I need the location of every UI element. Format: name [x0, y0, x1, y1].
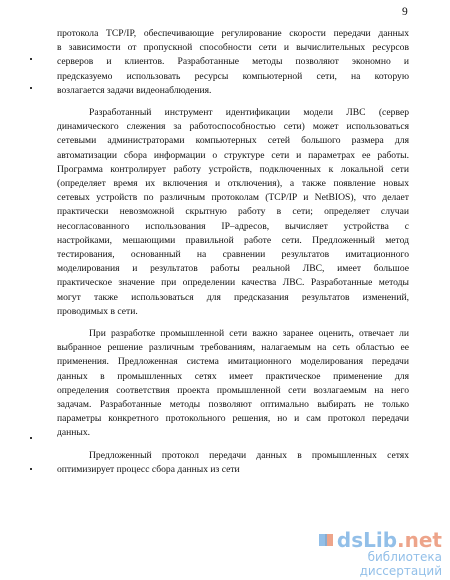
text-line: Программа контролирует работу устройств, подключенных к локальной сети — [57, 163, 409, 175]
text-line: динамического слежения за работоспособностью сети) может использоваться — [57, 121, 409, 133]
text-line: Разработанный инструмент идентификации модели ЛВС (сервер — [89, 107, 409, 119]
paragraph-1 — [57, 27, 409, 98]
text-line: проводимых в сети. — [57, 305, 138, 317]
text-line: возлагается задачи видеонаблюдения. — [57, 84, 212, 96]
document-body — [57, 27, 409, 477]
text-line: оптимизирует процесс сбора данных из сети — [57, 463, 240, 475]
text-line: настройками, мешающими правильной работе сети. Предложенный метод — [57, 234, 409, 246]
text-line: в зависимости от пропускной способности сети и вычислительных ресурсов — [57, 42, 409, 54]
text-line: несогласованного использования IP–адресов, вычисляет устройства с — [57, 220, 409, 232]
text-line: моделирования и результатов работы реальной ЛВС, имеет большое — [57, 263, 409, 275]
text-line: данных. — [57, 427, 91, 439]
paragraph-2 — [57, 106, 409, 319]
text-line: выбранное решение различным требованиям, налагаемым на сеть областью ее — [57, 342, 409, 354]
text-line: автоматизации сбора информации о структуре сети и параметрах ее работы. — [57, 149, 409, 161]
text-line: предсказуемо использовать ресурсы компьютерной сети, на которую — [57, 70, 409, 82]
margin-mark — [30, 468, 32, 470]
text-line: могут также использоваться для предсказания результатов изменений, — [57, 291, 409, 303]
text-line: (определяет время их включения и отключения), а также появление новых — [57, 178, 409, 190]
text-line: практически невозможной скрытную работу в сети; определяет случаи — [57, 206, 409, 218]
paragraph-3 — [57, 327, 409, 441]
paragraph-4 — [57, 449, 409, 477]
page-number: 9 — [402, 6, 408, 18]
margin-mark — [30, 87, 32, 89]
text-line: данных в промышленных сетях имеет практическое применение для — [57, 370, 409, 382]
text-line: Предложенный протокол передачи данных в промышленных сетях — [89, 449, 409, 461]
text-line: параметры конкретного протокольного решения, но и сам протокол передачи — [57, 413, 409, 425]
text-line: практическое значение при определении качества ЛВС. Разработанные методы — [57, 277, 409, 289]
text-line: серверов и клиентов. Разработанные методы позволяют экономно и — [57, 56, 409, 68]
watermark-brand: dsLib.net — [336, 528, 442, 552]
text-line: протокола TCP/IP, обеспечивающие регулирование скорости передачи данных — [57, 28, 409, 39]
book-logo-icon — [317, 531, 335, 549]
text-line: При разработке промышленной сети важно заранее оценить, отвечает ли — [89, 328, 409, 340]
text-line: применения. Предложенная система имитационного моделирования передачи — [57, 356, 409, 368]
margin-mark — [30, 58, 32, 60]
margin-mark — [30, 437, 32, 439]
text-line: тестирования, основанный на сравнении результатов имитационного — [57, 249, 409, 261]
text-line: сетевыми администраторами компьютерных сетей большого размера для — [57, 135, 409, 147]
text-line: задачам. Разработанные методы позволяют оптимально выбирать не только — [57, 399, 409, 411]
text-line: определения соответствия проекта промышленной сети возлагаемым на него — [57, 384, 409, 396]
watermark-subtitle: библиотека диссертаций — [359, 550, 442, 578]
text-line: сетевых устройств по различным протоколам (TCP/IP и NetBIOS), что делает — [57, 192, 409, 204]
dslib-watermark — [282, 528, 442, 576]
